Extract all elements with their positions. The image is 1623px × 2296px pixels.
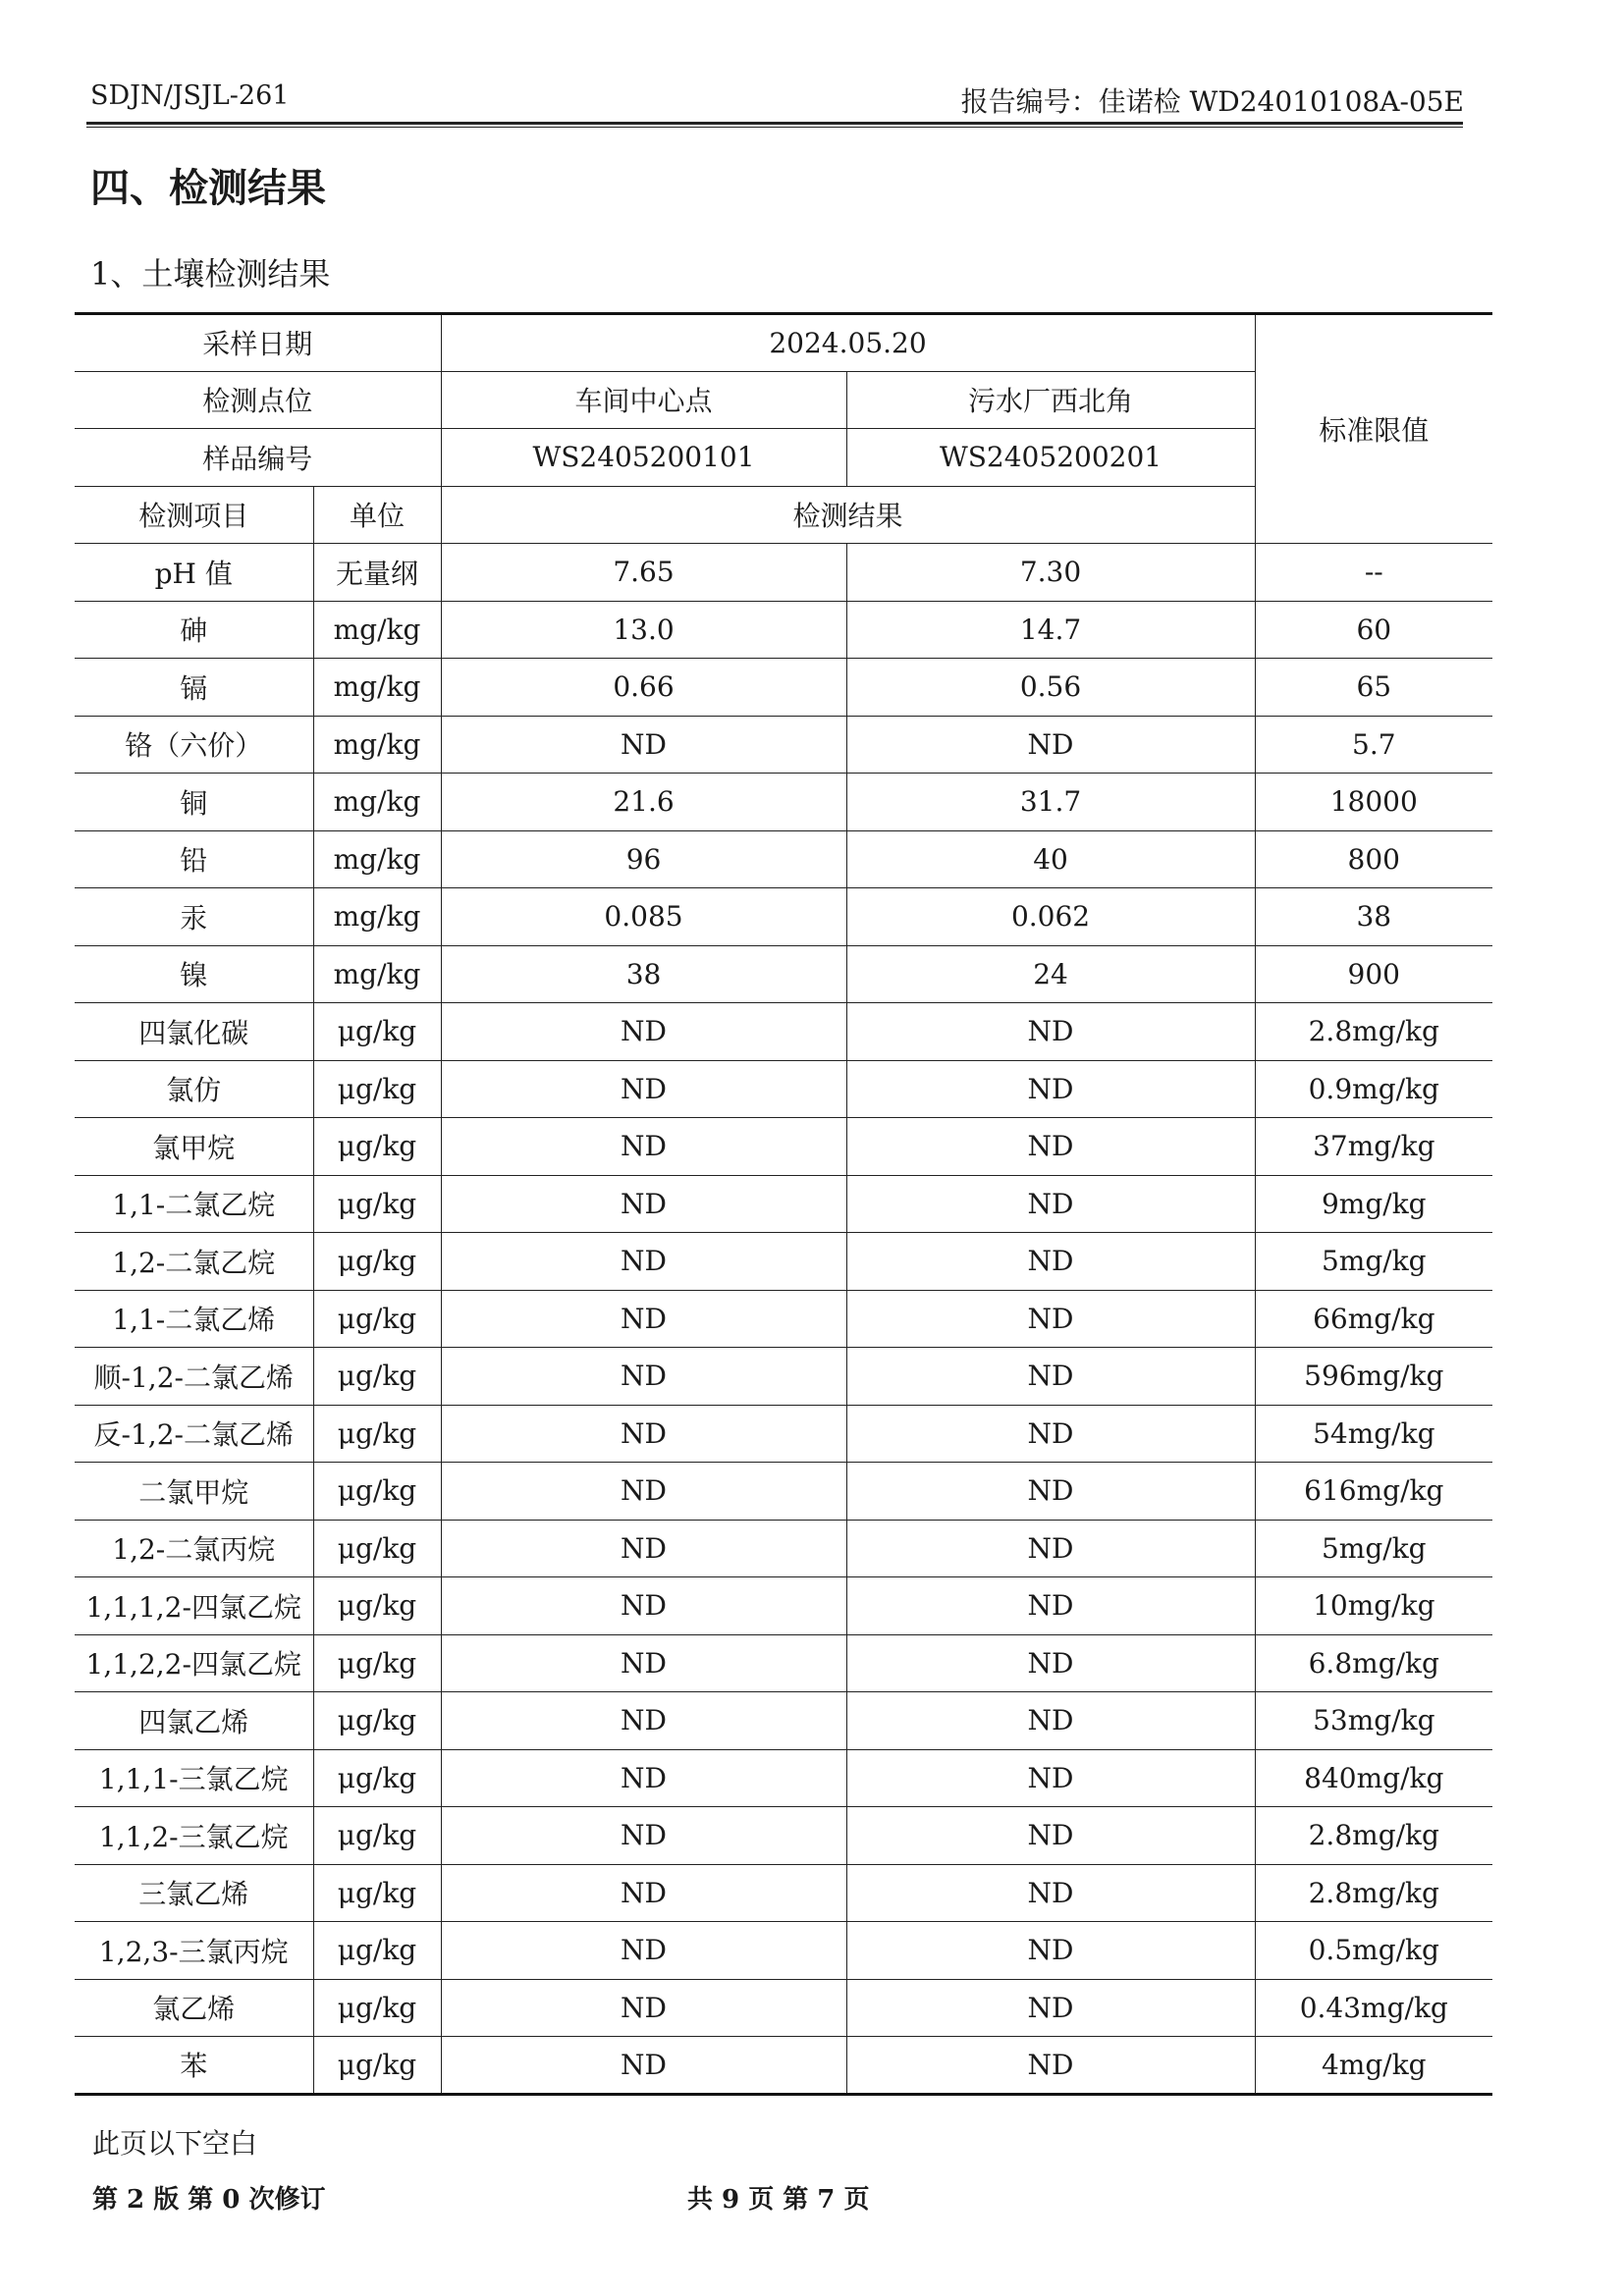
table-row	[75, 1060, 1492, 1118]
item-cell: 1,1,1-三氯乙烷	[75, 1749, 313, 1807]
limit-cell: 66mg/kg	[1255, 1290, 1492, 1348]
item-cell: 三氯乙烯	[75, 1864, 313, 1922]
table-row	[75, 1233, 1492, 1291]
result-cell-2: 24	[846, 945, 1255, 1003]
sub-title: 1、土壤检测结果	[90, 255, 331, 293]
result-header: 检测结果	[441, 486, 1255, 544]
result-cell-2: ND	[846, 1118, 1255, 1176]
result-cell-1: ND	[441, 2037, 846, 2095]
item-cell: 1,2,3-三氯丙烷	[75, 1922, 313, 1980]
table-row	[75, 945, 1492, 1003]
sample-no-1: WS2405200101	[441, 429, 846, 487]
result-cell-2: 31.7	[846, 774, 1255, 831]
table-row	[75, 1979, 1492, 2037]
result-cell-2: ND	[846, 1175, 1255, 1233]
limit-cell: --	[1255, 544, 1492, 602]
result-cell-1: ND	[441, 1118, 846, 1176]
limit-cell: 2.8mg/kg	[1255, 1807, 1492, 1865]
limit-cell: 60	[1255, 601, 1492, 659]
item-cell: 1,1,1,2-四氯乙烷	[75, 1577, 313, 1635]
table-row	[75, 601, 1492, 659]
table-row	[75, 1692, 1492, 1750]
result-cell-2: 0.56	[846, 659, 1255, 717]
unit-cell: μg/kg	[313, 1060, 441, 1118]
item-cell: 1,2-二氯乙烷	[75, 1233, 313, 1291]
item-cell: 汞	[75, 888, 313, 946]
result-cell-2: ND	[846, 1463, 1255, 1521]
table-row	[75, 1118, 1492, 1176]
result-cell-2: ND	[846, 2037, 1255, 2095]
limit-cell: 18000	[1255, 774, 1492, 831]
limit-cell: 596mg/kg	[1255, 1348, 1492, 1406]
result-cell-2: ND	[846, 1979, 1255, 2037]
table-row	[75, 1003, 1492, 1061]
result-cell-1: ND	[441, 1979, 846, 2037]
unit-cell: μg/kg	[313, 1348, 441, 1406]
result-cell-1: ND	[441, 716, 846, 774]
item-header: 检测项目	[75, 486, 313, 544]
result-cell-1: ND	[441, 1922, 846, 1980]
result-cell-1: 0.66	[441, 659, 846, 717]
result-cell-2: ND	[846, 1692, 1255, 1750]
soil-results-table	[75, 312, 1492, 2096]
table-row	[75, 1634, 1492, 1692]
item-cell: 1,2-二氯丙烷	[75, 1520, 313, 1577]
unit-cell: μg/kg	[313, 1463, 441, 1521]
result-cell-1: 13.0	[441, 601, 846, 659]
unit-cell: μg/kg	[313, 1749, 441, 1807]
header-divider-thin	[86, 127, 1463, 128]
unit-cell: μg/kg	[313, 1290, 441, 1348]
header-divider	[86, 122, 1463, 125]
table-row	[75, 1864, 1492, 1922]
unit-cell: mg/kg	[313, 888, 441, 946]
unit-cell: μg/kg	[313, 1520, 441, 1577]
item-cell: 镍	[75, 945, 313, 1003]
unit-cell: mg/kg	[313, 774, 441, 831]
unit-cell: μg/kg	[313, 1922, 441, 1980]
unit-cell: μg/kg	[313, 1577, 441, 1635]
limit-cell: 38	[1255, 888, 1492, 946]
limit-cell: 616mg/kg	[1255, 1463, 1492, 1521]
limit-cell: 900	[1255, 945, 1492, 1003]
result-cell-1: ND	[441, 1807, 846, 1865]
version-info: 第 2 版 第 0 次修订	[92, 2185, 326, 2215]
limit-cell: 53mg/kg	[1255, 1692, 1492, 1750]
result-cell-1: ND	[441, 1348, 846, 1406]
unit-cell: μg/kg	[313, 1807, 441, 1865]
result-cell-1: 38	[441, 945, 846, 1003]
item-cell: 铬（六价）	[75, 716, 313, 774]
item-cell: 1,1,2,2-四氯乙烷	[75, 1634, 313, 1692]
sampling-date-value: 2024.05.20	[441, 314, 1255, 372]
limit-cell: 4mg/kg	[1255, 2037, 1492, 2095]
limit-cell: 800	[1255, 830, 1492, 888]
item-cell: 1,1-二氯乙烯	[75, 1290, 313, 1348]
item-cell: 砷	[75, 601, 313, 659]
unit-cell: μg/kg	[313, 1864, 441, 1922]
limit-cell: 0.43mg/kg	[1255, 1979, 1492, 2037]
location-2: 污水厂西北角	[846, 371, 1255, 429]
result-cell-1: ND	[441, 1577, 846, 1635]
blank-below-note: 此页以下空白	[92, 2127, 258, 2160]
item-cell: pH 值	[75, 544, 313, 602]
item-cell: 四氯化碳	[75, 1003, 313, 1061]
unit-cell: μg/kg	[313, 1003, 441, 1061]
page-info: 共 9 页 第 7 页	[687, 2185, 870, 2215]
result-cell-1: ND	[441, 1634, 846, 1692]
table-row	[75, 1749, 1492, 1807]
item-cell: 铜	[75, 774, 313, 831]
unit-cell: mg/kg	[313, 830, 441, 888]
unit-cell: μg/kg	[313, 1979, 441, 2037]
result-cell-1: ND	[441, 1749, 846, 1807]
result-cell-2: ND	[846, 1520, 1255, 1577]
result-cell-2: ND	[846, 1864, 1255, 1922]
limit-cell: 65	[1255, 659, 1492, 717]
result-cell-2: 0.062	[846, 888, 1255, 946]
result-cell-2: 40	[846, 830, 1255, 888]
item-cell: 四氯乙烯	[75, 1692, 313, 1750]
unit-cell: μg/kg	[313, 1692, 441, 1750]
table-row	[75, 1348, 1492, 1406]
item-cell: 顺-1,2-二氯乙烯	[75, 1348, 313, 1406]
unit-cell: mg/kg	[313, 716, 441, 774]
result-cell-1: ND	[441, 1405, 846, 1463]
result-cell-2: ND	[846, 1634, 1255, 1692]
result-cell-1: ND	[441, 1290, 846, 1348]
unit-cell: mg/kg	[313, 945, 441, 1003]
table-row	[75, 1520, 1492, 1577]
result-cell-2: ND	[846, 1290, 1255, 1348]
unit-cell: μg/kg	[313, 1118, 441, 1176]
unit-cell: μg/kg	[313, 1233, 441, 1291]
unit-cell: mg/kg	[313, 601, 441, 659]
result-cell-1: ND	[441, 1692, 846, 1750]
result-cell-1: ND	[441, 1463, 846, 1521]
limit-cell: 5mg/kg	[1255, 1520, 1492, 1577]
limit-cell: 6.8mg/kg	[1255, 1634, 1492, 1692]
result-cell-2: ND	[846, 1405, 1255, 1463]
unit-cell: 无量纲	[313, 544, 441, 602]
limit-cell: 9mg/kg	[1255, 1175, 1492, 1233]
result-cell-2: 14.7	[846, 601, 1255, 659]
result-cell-2: ND	[846, 1749, 1255, 1807]
limit-cell: 2.8mg/kg	[1255, 1003, 1492, 1061]
result-cell-1: 0.085	[441, 888, 846, 946]
limit-cell: 0.5mg/kg	[1255, 1922, 1492, 1980]
result-cell-1: ND	[441, 1233, 846, 1291]
table-row	[75, 774, 1492, 831]
result-cell-1: ND	[441, 1060, 846, 1118]
limit-cell: 5mg/kg	[1255, 1233, 1492, 1291]
table-row	[75, 1807, 1492, 1865]
item-cell: 铅	[75, 830, 313, 888]
sample-no-2: WS2405200201	[846, 429, 1255, 487]
item-cell: 苯	[75, 2037, 313, 2095]
section-title: 四、检测结果	[90, 166, 326, 211]
result-cell-1: 7.65	[441, 544, 846, 602]
unit-header: 单位	[313, 486, 441, 544]
table-row	[75, 1922, 1492, 1980]
result-cell-2: ND	[846, 1922, 1255, 1980]
limit-cell: 54mg/kg	[1255, 1405, 1492, 1463]
item-cell: 氯乙烯	[75, 1979, 313, 2037]
table-row	[75, 2037, 1492, 2095]
result-cell-2: ND	[846, 1577, 1255, 1635]
table-row	[75, 659, 1492, 717]
table-row	[75, 1577, 1492, 1635]
result-cell-2: ND	[846, 1060, 1255, 1118]
unit-cell: μg/kg	[313, 1405, 441, 1463]
sampling-date-label: 采样日期	[75, 314, 441, 372]
unit-cell: μg/kg	[313, 1175, 441, 1233]
item-cell: 氯甲烷	[75, 1118, 313, 1176]
result-cell-2: 7.30	[846, 544, 1255, 602]
result-cell-1: ND	[441, 1520, 846, 1577]
result-cell-2: ND	[846, 1233, 1255, 1291]
table-row	[75, 716, 1492, 774]
table-row	[75, 830, 1492, 888]
result-cell-2: ND	[846, 1807, 1255, 1865]
limit-cell: 0.9mg/kg	[1255, 1060, 1492, 1118]
unit-cell: mg/kg	[313, 659, 441, 717]
table-row	[75, 1405, 1492, 1463]
item-cell: 氯仿	[75, 1060, 313, 1118]
table-row	[75, 888, 1492, 946]
limit-cell: 5.7	[1255, 716, 1492, 774]
item-cell: 镉	[75, 659, 313, 717]
location-label: 检测点位	[75, 371, 441, 429]
sample-no-label: 样品编号	[75, 429, 441, 487]
document-code: SDJN/JSJL-261	[90, 80, 290, 111]
table-row	[75, 314, 1492, 372]
result-cell-2: ND	[846, 1003, 1255, 1061]
result-cell-1: ND	[441, 1003, 846, 1061]
table-row	[75, 1290, 1492, 1348]
result-cell-1: 21.6	[441, 774, 846, 831]
result-cell-1: ND	[441, 1175, 846, 1233]
result-cell-1: 96	[441, 830, 846, 888]
table-row	[75, 1175, 1492, 1233]
unit-cell: μg/kg	[313, 2037, 441, 2095]
limit-cell: 840mg/kg	[1255, 1749, 1492, 1807]
item-cell: 1,1,2-三氯乙烷	[75, 1807, 313, 1865]
table-row	[75, 1463, 1492, 1521]
limit-cell: 37mg/kg	[1255, 1118, 1492, 1176]
result-cell-1: ND	[441, 1864, 846, 1922]
limit-cell: 2.8mg/kg	[1255, 1864, 1492, 1922]
location-1: 车间中心点	[441, 371, 846, 429]
report-number: 报告编号：佳诺检 WD24010108A-05E	[960, 85, 1464, 118]
item-cell: 反-1,2-二氯乙烯	[75, 1405, 313, 1463]
result-cell-2: ND	[846, 1348, 1255, 1406]
result-cell-2: ND	[846, 716, 1255, 774]
unit-cell: μg/kg	[313, 1634, 441, 1692]
item-cell: 二氯甲烷	[75, 1463, 313, 1521]
item-cell: 1,1-二氯乙烷	[75, 1175, 313, 1233]
standard-limit-header: 标准限值	[1255, 314, 1492, 544]
limit-cell: 10mg/kg	[1255, 1577, 1492, 1635]
table-row	[75, 544, 1492, 602]
